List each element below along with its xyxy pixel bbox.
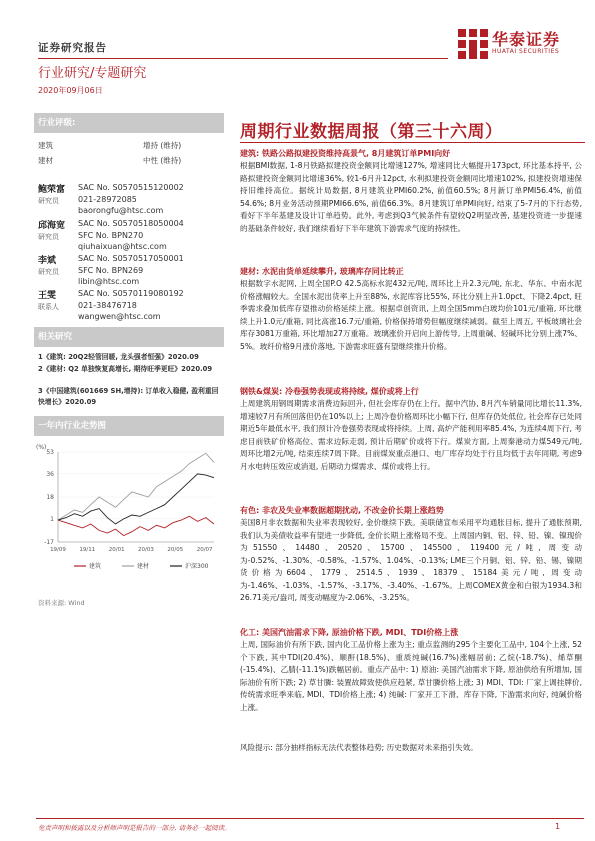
legend-label: 建材 bbox=[137, 563, 150, 570]
y-tick-label: -17 bbox=[44, 539, 54, 546]
section-body-nonferrous: 美国8月非农数据和失业率表现较好, 金价继续下跌。美联储宣布采用平均通胀目标, 提升了通胀预期, 我们认为美债收益率有望进一步降低, 金价长期上涨格局不变。上周国内铜、铝、锌、铅、镍、镍现价为51550、14480、20520、15700、145500、119400元/吨, 周变动为-0.52%、-1.30%、-0.58%、-1.57%、1.04%、-0.13%; LME三个月铜、铝、锌、铅、锡、镍期货价格为6604、1779、2514.5、1939、18379、15184美元/吨, 周变动为-1.46%、-1.03%、-1.57%、-3.17%、-3.40%、-1.67%。上周COMEX黄金和白银为1934.3和26.71美元/盎司, 周变动幅度为-2.06%、-3.25%。 bbox=[240, 518, 582, 602]
analyst-role: 联系人 bbox=[38, 303, 59, 311]
related-item[interactable]: 3《中国建筑(601669 SH,增持): 订单收入稳健, 盈利重回快增长》2020.09 bbox=[38, 387, 219, 406]
section-body-construction: 根据BMI数据, 1-8月铁路拟建投资金额同比增速127%, 增速同比大幅提升173pct, 环比基本持平, 公路拟建投资金额同比增速36%, 较1-6月升12pct, 水利拟建投资金额同比增速102%, 拟建投资增速保持旧维持高位。据统计局数据, 8月建筑业PMI60.2%, 前值60.5%; 8月新订单PMI56.4%, 前值54.6%; 8月业务活动预期PMI66.6%, 前值66.3%。8月建筑订单PMI向好, 结束了5-7月的下行态势, 看好下半年基建及设计订单趋势。此外, 考虑到Q3气候条件有望较Q2明显改善, 基建投资进一步提速的基础条件较好, 我们继续看好下半年建筑下游需求气度的持续性。 bbox=[240, 161, 582, 233]
chart-heading: 一年内行业走势图 bbox=[34, 416, 224, 436]
section-body-steel-coal: 上周建筑用钢周期需求消费边际回升, 但社会库存仍在上行。据中汽协, 8月汽车销量同比增长11.3%, 增速较7月有所回落但仍在10%以上; 上周冷卷价格周环比小幅下行, 但库存仍处低位, 社会库存已处同期近5年最低水平, 我们预计冷卷强势表现或将持续。上周, 高炉产能利用率85.4%, 为连续4周下行, 考虑目前铁矿价格高位、需求边际走弱, 预计后期矿价或将下行。煤炭方面, 上周秦港动力煤549元/吨, 周环比增2元/吨, 结束连续7周下降。目前煤炭重点港口、电厂库存均处于行且均低于去年同期, 考虑9月水电转压效应或消退, 后期动力煤需求、煤价或将上行。 bbox=[240, 399, 582, 471]
analyst-email[interactable]: baorongfu@htsc.com bbox=[78, 206, 164, 215]
footer-divider bbox=[36, 818, 584, 819]
rating-sector: 建筑 bbox=[38, 141, 53, 150]
analyst-name: 邱海宽 bbox=[38, 221, 66, 231]
rating-sector: 建材 bbox=[38, 156, 53, 165]
legend-label: 建筑 bbox=[89, 563, 102, 570]
footer-disclaimer: 免责声明和披露以及分析师声明是报告的一部分, 请务必一起阅读。 bbox=[38, 824, 231, 832]
analyst-role: 研究员 bbox=[38, 233, 59, 241]
company-logo bbox=[458, 27, 586, 67]
related-item[interactable]: 2《建材: Q2 单独恢复高增长, 期待旺季更旺》2020.09 bbox=[38, 365, 213, 373]
industry-trend-chart bbox=[34, 442, 224, 582]
analyst-info bbox=[78, 182, 184, 217]
analyst-role: 研究员 bbox=[38, 197, 59, 205]
x-tick-label: 20/07 bbox=[196, 547, 213, 553]
risk-warning: 风险提示: 部分抽样指标无法代表整体趋势; 历史数据对未来指引失效。 bbox=[240, 743, 478, 752]
report-category: 行业研究/专题研究 bbox=[38, 66, 147, 81]
related-heading: 相关研究 bbox=[34, 327, 224, 347]
analyst-role: 研究员 bbox=[38, 268, 59, 276]
x-tick-label: 19/09 bbox=[50, 547, 66, 553]
ratings-heading: 行业评级: bbox=[34, 113, 224, 133]
report-date: 2020年09月06日 bbox=[38, 86, 103, 95]
section-body-materials: 根据数字水泥网, 上周全国P.O 42.5高标水泥432元/吨, 周环比上升2.3元/吨, 东北、华东、中南水泥价格涨幅较大。全国水泥出货率上升至88%, 水泥库容比55%, 环比分别上升1.0pct、下降2.4pct, 旺季需求叠加低库存望推动价格延续上涨。根据卓创资讯, 上周全国5mm白玻均价101元/重箱, 环比继续上升1.0元/重箱, 同比高涨16.7元/重箱, 价格保持增势但幅度继续减弱。截至上周五, 平板玻璃社会库存3081万重箱, 环比增加27万重箱。玻璃涨价开启向上游传导, 上周重碱、轻碱环比分别上涨7%、5%。玻纤价格9月涨价落地, 下游需求旺盛有望继续推升价格。 bbox=[240, 279, 582, 351]
section-heading-steel-coal: 钢铁&煤炭: 冷卷强势表现或将持续, 煤价或将上行 bbox=[240, 387, 419, 396]
rating-row bbox=[38, 140, 182, 151]
analyst-sfc: SFC No. BPN269 bbox=[78, 265, 144, 275]
analyst-email[interactable]: libin@htsc.com bbox=[78, 277, 140, 286]
chart-source: 资料来源: Wind bbox=[38, 599, 85, 607]
analyst-sac: SAC No. S0570517050001 bbox=[78, 254, 184, 263]
y-tick-label: 1 bbox=[50, 515, 54, 523]
rating-value: 中性 (维持) bbox=[143, 156, 182, 165]
section-heading-materials: 建材: 水泥由货单延续攀升, 玻璃库存同比转正 bbox=[240, 267, 404, 276]
series-line bbox=[58, 516, 214, 535]
analyst-sac: SAC No. S0570518050004 bbox=[78, 219, 184, 228]
header-divider bbox=[38, 58, 448, 59]
x-tick-label: 19/11 bbox=[79, 547, 96, 553]
page-title: 周期行业数据周报（第三十六周） bbox=[240, 122, 503, 142]
analyst-phone: 021-28972085 bbox=[78, 194, 137, 204]
analyst-name: 鲍荣富 bbox=[38, 185, 66, 195]
y-tick-label: 36 bbox=[46, 470, 54, 478]
section-body-chemicals: 上周, 国际油价有所下跌, 国内化工品价格上涨为主; 重点监测的295个主要化工品中, 104个上涨, 52个下跌, 其中TDI(20.4%)、顺酐(18.5%)、重质纯碱(16.7%)涨幅居前; 乙烷(-18.7%)、烯草酮(-15.4%)、乙腈(-11.1%)跌幅居前。重点产品中: 1) 原油: 美国汽油需求下降, 原油供给有所增加, 国际油价有所下跌; 2) 草甘膦: 装置故障致使供应趋紧, 草甘膦价格上涨; 3) MDI、TDI: 厂家上调挂牌价, 传统需求旺季来临, MDI、TDI价格上涨; 4) 纯碱: 厂家开工下滑、库存下降, 下游需求向好, 纯碱价格上涨。 bbox=[240, 640, 582, 712]
rating-row bbox=[38, 155, 182, 166]
related-item[interactable]: 1《建筑: 20Q2轻管回暖, 龙头强者恒强》2020.09 bbox=[38, 353, 199, 361]
analyst-info bbox=[78, 288, 184, 323]
series-line bbox=[58, 474, 214, 524]
analyst-name: 王雯 bbox=[38, 291, 57, 301]
y-tick-label: 18 bbox=[46, 494, 54, 501]
analyst-info bbox=[78, 253, 184, 288]
series-line bbox=[58, 453, 214, 520]
y-axis-unit: (%) bbox=[36, 444, 47, 451]
analyst-email[interactable]: qiuhaixuan@htsc.com bbox=[78, 242, 167, 251]
logo-english-text: HUATAI SECURITIES bbox=[492, 48, 560, 55]
analyst-info bbox=[78, 218, 184, 253]
section-heading-chemicals: 化工: 美国汽油需求下降, 原油价格下跌, MDI、TDI价格上涨 bbox=[240, 628, 459, 637]
analyst-sac: SAC No. S0570515120002 bbox=[78, 183, 184, 192]
analyst-name: 李斌 bbox=[38, 256, 57, 266]
logo-mark-icon bbox=[458, 29, 488, 59]
analyst-sfc: SFC No. BPN270 bbox=[78, 230, 144, 240]
section-heading-construction: 建筑: 铁路公路拟建投资维持高景气, 8月建筑订单PMI向好 bbox=[240, 149, 451, 158]
section-heading-nonferrous: 有色: 非农及失业率数据超期扰动, 不改金价长期上涨趋势 bbox=[240, 506, 444, 515]
logo-chinese-text: 华泰证券 bbox=[492, 30, 561, 49]
analyst-email[interactable]: wangwen@htsc.com bbox=[78, 312, 161, 321]
page-number: 1 bbox=[555, 822, 561, 831]
analyst-sac: SAC No. S0570119080192 bbox=[78, 289, 184, 298]
rating-value: 增持 (维持) bbox=[143, 141, 182, 150]
y-tick-label: 53 bbox=[46, 449, 54, 456]
x-tick-label: 20/01 bbox=[108, 547, 125, 553]
x-tick-label: 20/03 bbox=[138, 547, 154, 553]
legend-label: 沪深300 bbox=[185, 563, 209, 570]
x-tick-label: 20/05 bbox=[167, 547, 184, 553]
document-type: 证券研究报告 bbox=[38, 42, 107, 54]
title-divider bbox=[240, 142, 585, 143]
analyst-phone: 021-38476718 bbox=[78, 300, 137, 310]
